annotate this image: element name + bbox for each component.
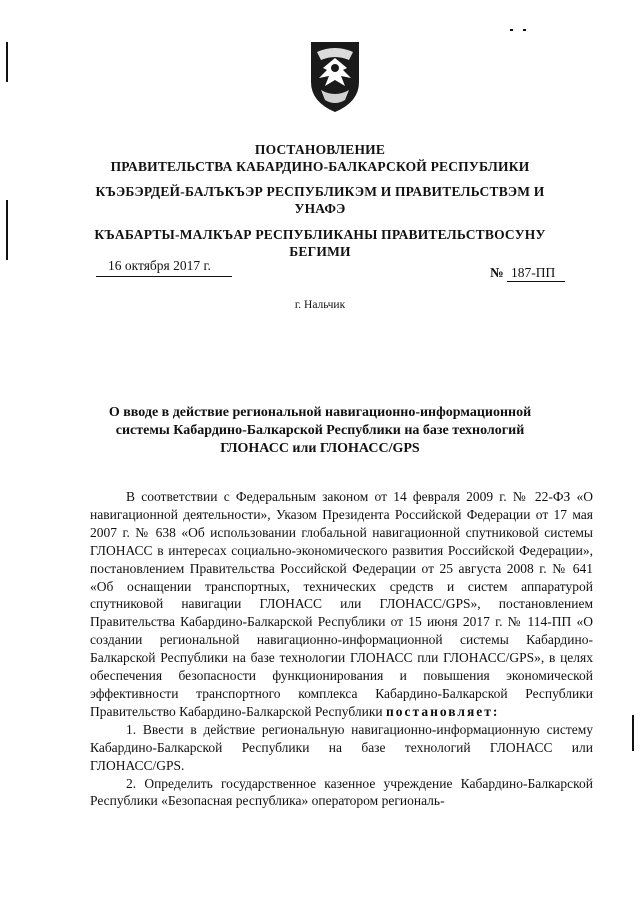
date-underline xyxy=(96,276,232,277)
header-line-5: КЪАБАРТЫ-МАЛКЪАР РЕСПУБЛИКАНЫ ПРАВИТЕЛЬСТВОСУНУ xyxy=(94,227,546,242)
header-line-2: ПРАВИТЕЛЬСТВА КАБАРДИНО-БАЛКАРСКОЙ РЕСПУБЛИКИ xyxy=(110,159,530,174)
decree-word: постановляет: xyxy=(386,703,500,719)
scan-dot xyxy=(510,29,513,31)
city-label: г. Нальчик xyxy=(294,299,346,311)
scan-edge-mark xyxy=(6,200,8,260)
title-line-3: ГЛОНАСС или ГЛОНАСС/GPS xyxy=(220,441,420,456)
number-value: 187-ПП xyxy=(507,265,565,282)
paragraph-item-1: 1. Ввести в действие региональную навигационно-информационную систему Кабардино-Балкарской Республики на базе технологий ГЛОНАСС или ГЛОНАСС/GPS. xyxy=(90,721,593,773)
date-text: 16 октября 2017 г. xyxy=(108,258,211,273)
scan-edge-mark xyxy=(6,42,8,82)
header-line-3: КЪЭБЭРДЕЙ-БАЛЪКЪЭР РЕСПУБЛИКЭМ И ПРАВИТЕЛЬСТВЭМ И xyxy=(95,184,545,199)
document-number xyxy=(490,265,590,282)
paragraph-preamble xyxy=(90,488,593,721)
number-sign: № xyxy=(490,265,504,280)
preamble-text: В соответствии с Федеральным законом от 14 февраля 2009 г. № 22-ФЗ «О навигационной деятельности», Указом Президента Российской Федерации от 17 мая 2007 г. № 638 «Об использовании глобальной навигационной спутниковой системы ГЛОНАСС в интересах социально-экономического развития Российской Федерации», постановлением Правительства Российской Федерации от 25 августа 2008 г. № 641 «Об оснащении транспортных, технических средств и систем аппаратурой спутниковой навигации ГЛОНАСС или ГЛОНАСС/GPS», постановлением Правительства Кабардино-Балкарской Республики от 15 июня 2017 г. № 114-ПП «О создании региональной навигационно-информационной системы Кабардино-Балкарской Республики на базе технологии ГЛОНАСС пли ГЛОНАСС/GPS», в целях обеспечения безопасности функционирования и повышения экономической эффективности транспортного комплекса Кабардино-Балкарской Республики Правительство Кабардино-Балкарской Республики xyxy=(90,489,593,719)
header-line-1: ПОСТАНОВЛЕНИЕ xyxy=(254,142,386,157)
title-line-2: системы Кабардино-Балкарской Республики на базе технологий xyxy=(115,423,525,438)
header-line-6: БЕГИМИ xyxy=(289,244,351,259)
scan-edge-mark xyxy=(632,715,634,751)
document-body xyxy=(90,488,593,810)
coat-of-arms-emblem xyxy=(305,38,365,114)
document-date xyxy=(96,258,232,277)
paragraph-item-2: 2. Определить государственное казенное учреждение Кабардино-Балкарской Республики «Безопасная республика» оператором региональ- xyxy=(90,775,593,809)
header-line-4: УНАФЭ xyxy=(294,201,346,216)
scan-dot xyxy=(523,29,526,31)
title-line-1: О вводе в действие региональной навигационно-информационной xyxy=(108,405,532,420)
